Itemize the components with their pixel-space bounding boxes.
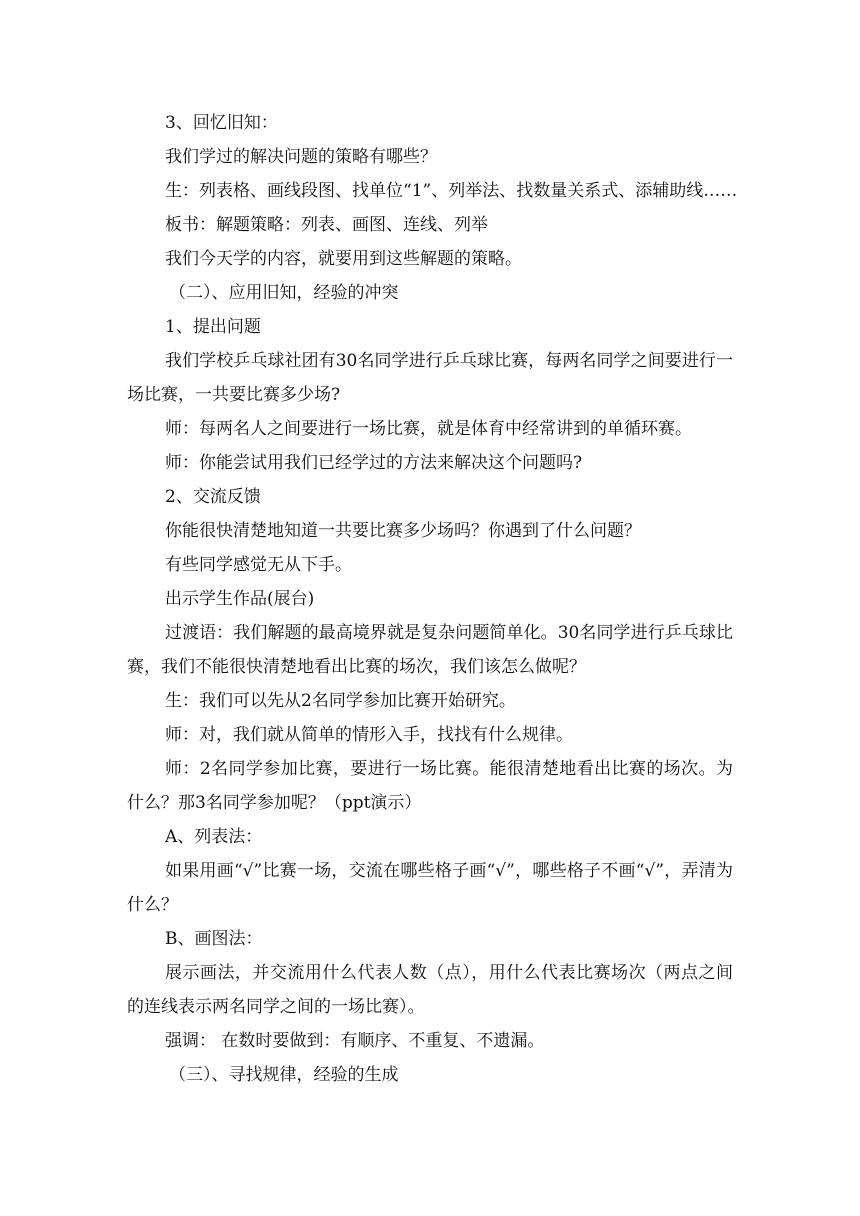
- paragraph-today-content: 我们今天学的内容，就要用到这些解题的策略。: [165, 249, 522, 269]
- paragraph-round-robin: 师：每两名人之间要进行一场比赛，就是体育中经常讲到的单循环赛。: [165, 419, 692, 439]
- paragraph-no-start: 有些同学感觉无从下手。: [165, 555, 352, 575]
- paragraph-problem-statement: 我们学校乒乓球社团有30名同学进行乒乓球比赛，每两名同学之间要进行一场比赛，一共要比赛多少场?: [127, 351, 733, 405]
- document-body: [127, 106, 738, 1092]
- paragraph-checkmark: 如果用画“√”比赛一场，交流在哪些格子画“√”，哪些格子不画“√”，弄清为什么？: [127, 861, 733, 915]
- section-heading-raise-question: 1、提出问题: [165, 317, 261, 337]
- section-heading-table-method: A、列表法：: [165, 827, 263, 847]
- section-heading-apply: （二）、应用旧知，经验的冲突: [169, 283, 399, 303]
- paragraph-how-many: 你能很快清楚地知道一共要比赛多少场吗？你遇到了什么问题？: [165, 521, 641, 541]
- paragraph-transition: 过渡语：我们解题的最高境界就是复杂问题简单化。30名同学进行乒乓球比赛，我们不能很快清楚地看出比赛的场次，我们该怎么做呢？: [127, 623, 733, 677]
- paragraph-emphasis: 强调： 在数时要做到：有顺序、不重复、不遗漏。: [165, 1031, 545, 1051]
- section-heading-feedback: 2、交流反馈: [165, 487, 261, 507]
- section-heading-drawing-method: B、画图法：: [165, 929, 263, 949]
- paragraph-student-answer: 生：列表格、画线段图、找单位“1”、列举法、找数量关系式、添辅助线……: [165, 181, 738, 201]
- section-heading-recall: 3、回忆旧知：: [165, 113, 278, 133]
- paragraph-start-from-two: 生：我们可以先从2名同学参加比赛开始研究。: [165, 691, 516, 711]
- paragraph-find-pattern: 师：对，我们就从简单的情形入手，找找有什么规律。: [165, 725, 573, 745]
- paragraph-show-drawing: 展示画法，并交流用什么代表人数（点），用什么代表比赛场次（两点之间的连线表示两名同学之间的一场比赛）。: [127, 963, 733, 1017]
- paragraph-try-method: 师：你能尝试用我们已经学过的方法来解决这个问题吗?: [165, 453, 583, 473]
- paragraph-question-strategies: 我们学过的解决问题的策略有哪些？: [165, 147, 437, 167]
- paragraph-board-note: 板书：解题策略：列表、画图、连线、列举: [165, 215, 488, 235]
- section-heading-find-rule: （三）、寻找规律，经验的生成: [169, 1065, 399, 1085]
- paragraph-show-work: 出示学生作品(展台): [165, 589, 315, 609]
- paragraph-two-students: 师：2名同学参加比赛，要进行一场比赛。能很清楚地看出比赛的场次。为什么？那3名同学参加呢？（ppt演示）: [127, 759, 733, 813]
